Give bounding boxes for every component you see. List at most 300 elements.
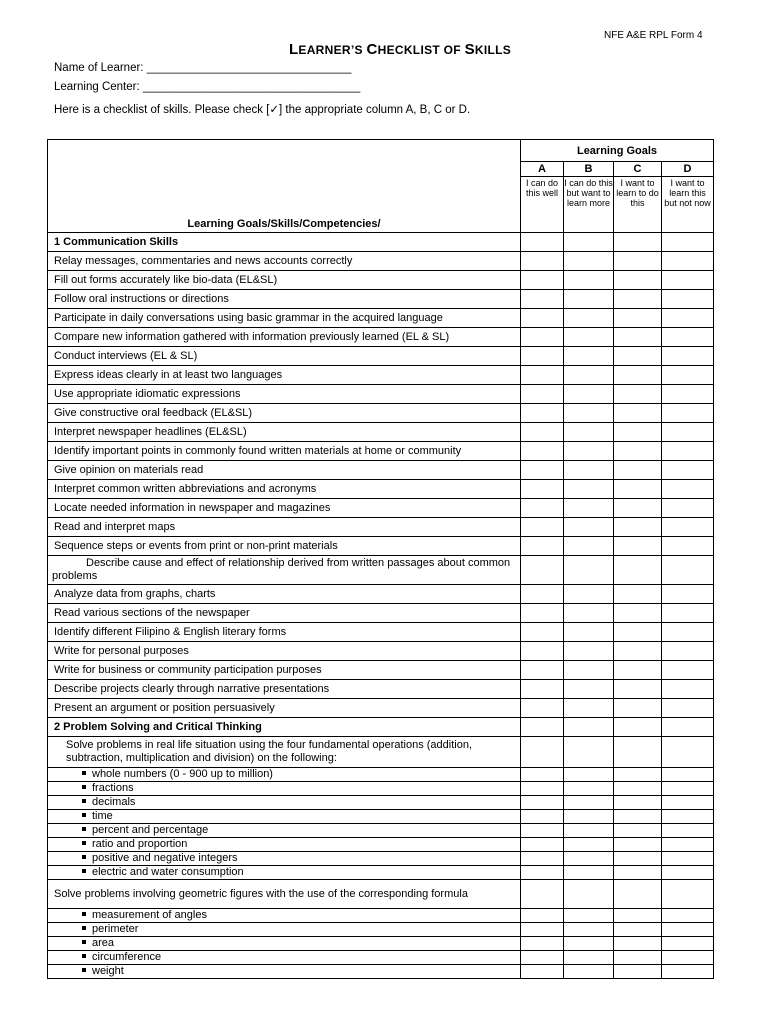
skill-label: whole numbers (0 - 900 up to million) (92, 768, 273, 780)
skill-label: Relay messages, commentaries and news accounts correctly (54, 255, 353, 267)
instruction-after: ] the appropriate column A, B, C or D. (279, 104, 471, 116)
check-cell-a[interactable] (521, 909, 564, 923)
skill-cell (48, 880, 521, 909)
skill-cell (48, 480, 521, 499)
table-row (48, 290, 714, 309)
check-cell-a[interactable] (521, 796, 564, 810)
check-cell-d[interactable] (662, 768, 714, 782)
check-cell-d[interactable] (662, 782, 714, 796)
skill-label: Describe projects clearly through narrative presentations (54, 683, 330, 695)
check-cell-b[interactable] (564, 880, 614, 909)
check-cell-b[interactable] (564, 537, 614, 556)
check-cell-b[interactable] (564, 404, 614, 423)
check-cell-a[interactable] (521, 233, 564, 252)
bullet-icon (82, 855, 86, 859)
skill-cell (48, 290, 521, 309)
skill-label: Participate in daily conversations using basic grammar in the acquired language (54, 312, 443, 324)
learning-center-blank[interactable]: __________________________________ (142, 81, 361, 93)
check-cell-a[interactable] (521, 537, 564, 556)
check-cell-a[interactable] (521, 518, 564, 537)
table-row (48, 951, 714, 965)
table-row (48, 796, 714, 810)
check-cell-b[interactable] (564, 233, 614, 252)
table-row (48, 852, 714, 866)
check-cell-a[interactable] (521, 866, 564, 880)
table-row (48, 271, 714, 290)
title-rest-2: HECKLIST OF (377, 43, 461, 57)
check-cell-d[interactable] (662, 252, 714, 271)
check-cell-c[interactable] (614, 604, 662, 623)
table-body (48, 140, 714, 979)
check-cell-a[interactable] (521, 923, 564, 937)
check-cell-b[interactable] (564, 271, 614, 290)
skill-label: Interpret newspaper headlines (EL&SL) (54, 426, 247, 438)
check-cell-c[interactable] (614, 537, 662, 556)
check-cell-d[interactable] (662, 518, 714, 537)
check-cell-d[interactable] (662, 866, 714, 880)
check-cell-a[interactable] (521, 328, 564, 347)
check-cell-b[interactable] (564, 661, 614, 680)
instruction-before: Here is a checklist of skills. Please check [ (54, 104, 270, 116)
skill-label: Describe cause and effect of relationship derived from written passages about common problems (52, 557, 511, 582)
check-cell-d[interactable] (662, 423, 714, 442)
check-cell-d[interactable] (662, 442, 714, 461)
section-row (48, 718, 714, 737)
check-cell-c[interactable] (614, 404, 662, 423)
check-cell-b[interactable] (564, 718, 614, 737)
check-cell-c[interactable] (614, 796, 662, 810)
skill-cell (48, 518, 521, 537)
check-cell-a[interactable] (521, 271, 564, 290)
check-cell-c[interactable] (614, 347, 662, 366)
skill-label: circumference (92, 951, 162, 963)
bullet-icon (82, 869, 86, 873)
table-row (48, 642, 714, 661)
skill-label: Read and interpret maps (54, 521, 176, 533)
check-cell-c[interactable] (614, 385, 662, 404)
check-cell-c[interactable] (614, 768, 662, 782)
check-cell-d[interactable] (662, 951, 714, 965)
column-d-letter: D (662, 162, 714, 177)
bullet-icon (82, 799, 86, 803)
check-cell-c[interactable] (614, 699, 662, 718)
table-row (48, 604, 714, 623)
skill-cell (48, 642, 521, 661)
check-cell-d[interactable] (662, 796, 714, 810)
check-cell-c[interactable] (614, 585, 662, 604)
table-row (48, 423, 714, 442)
skill-label: ratio and proportion (92, 838, 188, 850)
check-cell-a[interactable] (521, 556, 564, 585)
table-row (48, 937, 714, 951)
check-cell-b[interactable] (564, 852, 614, 866)
skill-cell (48, 366, 521, 385)
check-cell-b[interactable] (564, 937, 614, 951)
check-cell-b[interactable] (564, 810, 614, 824)
check-cell-c[interactable] (614, 461, 662, 480)
check-cell-d[interactable] (662, 233, 714, 252)
check-cell-c[interactable] (614, 480, 662, 499)
skills-column-header: Learning Goals/Skills/Competencies/ (48, 140, 521, 233)
skill-label: Conduct interviews (EL & SL) (54, 350, 198, 362)
skill-cell (48, 385, 521, 404)
check-cell-d[interactable] (662, 290, 714, 309)
table-row (48, 537, 714, 556)
skill-cell (48, 909, 521, 923)
table-row (48, 404, 714, 423)
check-cell-b[interactable] (564, 347, 614, 366)
check-cell-c[interactable] (614, 556, 662, 585)
check-cell-c[interactable] (614, 423, 662, 442)
check-cell-a[interactable] (521, 661, 564, 680)
skill-cell (48, 556, 521, 585)
check-cell-d[interactable] (662, 366, 714, 385)
skill-label: Give constructive oral feedback (EL&SL) (54, 407, 253, 419)
check-cell-c[interactable] (614, 737, 662, 768)
check-cell-b[interactable] (564, 824, 614, 838)
check-cell-a[interactable] (521, 880, 564, 909)
check-cell-a[interactable] (521, 309, 564, 328)
table-row (48, 866, 714, 880)
bullet-icon (82, 813, 86, 817)
check-cell-c[interactable] (614, 909, 662, 923)
check-cell-a[interactable] (521, 347, 564, 366)
check-icon: ✓ (269, 102, 280, 116)
check-cell-d[interactable] (662, 480, 714, 499)
check-cell-a[interactable] (521, 623, 564, 642)
instructions (54, 102, 470, 116)
skill-label: positive and negative integers (92, 852, 238, 864)
skill-label: weight (92, 965, 124, 977)
table-row (48, 824, 714, 838)
check-cell-a[interactable] (521, 385, 564, 404)
check-cell-d[interactable] (662, 623, 714, 642)
learning-center-label: Learning Center: (54, 81, 140, 93)
check-cell-d[interactable] (662, 852, 714, 866)
check-cell-d[interactable] (662, 680, 714, 699)
check-cell-d[interactable] (662, 604, 714, 623)
check-cell-c[interactable] (614, 290, 662, 309)
check-cell-a[interactable] (521, 965, 564, 979)
check-cell-a[interactable] (521, 782, 564, 796)
check-cell-c[interactable] (614, 718, 662, 737)
check-cell-a[interactable] (521, 699, 564, 718)
check-cell-a[interactable] (521, 604, 564, 623)
skill-cell (48, 937, 521, 951)
skill-label: Solve problems in real life situation using the four fundamental operations (addition, subtraction, multiplication and division) on the following: (66, 739, 473, 764)
bullet-icon (82, 827, 86, 831)
check-cell-c[interactable] (614, 951, 662, 965)
table-row (48, 838, 714, 852)
check-cell-d[interactable] (662, 537, 714, 556)
check-cell-d[interactable] (662, 824, 714, 838)
check-cell-a[interactable] (521, 252, 564, 271)
check-cell-c[interactable] (614, 309, 662, 328)
check-cell-a[interactable] (521, 480, 564, 499)
check-cell-c[interactable] (614, 518, 662, 537)
check-cell-a[interactable] (521, 810, 564, 824)
check-cell-a[interactable] (521, 718, 564, 737)
check-cell-b[interactable] (564, 909, 614, 923)
check-cell-c[interactable] (614, 866, 662, 880)
check-cell-d[interactable] (662, 880, 714, 909)
skill-label: Interpret common written abbreviations and acronyms (54, 483, 317, 495)
check-cell-b[interactable] (564, 604, 614, 623)
bullet-icon (82, 954, 86, 958)
check-cell-c[interactable] (614, 965, 662, 979)
check-cell-b[interactable] (564, 499, 614, 518)
form-id: NFE A&E RPL Form 4 (604, 30, 703, 41)
check-cell-c[interactable] (614, 233, 662, 252)
title-cap-3: S (464, 41, 475, 58)
check-cell-a[interactable] (521, 404, 564, 423)
skill-label: Follow oral instructions or directions (54, 293, 229, 305)
check-cell-b[interactable] (564, 680, 614, 699)
check-cell-d[interactable] (662, 923, 714, 937)
title-cap-1: L (288, 41, 299, 58)
bullet-icon (82, 968, 86, 972)
table-row (48, 880, 714, 909)
check-cell-c[interactable] (614, 328, 662, 347)
check-cell-b[interactable] (564, 518, 614, 537)
check-cell-b[interactable] (564, 556, 614, 585)
table-row (48, 737, 714, 768)
check-cell-a[interactable] (521, 737, 564, 768)
check-cell-d[interactable] (662, 718, 714, 737)
table-row (48, 366, 714, 385)
check-cell-a[interactable] (521, 852, 564, 866)
check-cell-c[interactable] (614, 923, 662, 937)
learner-name-label: Name of Learner: (54, 62, 144, 74)
skill-label: Solve problems involving geometric figures with the use of the corresponding formula (54, 887, 468, 900)
check-cell-d[interactable] (662, 838, 714, 852)
check-cell-a[interactable] (521, 680, 564, 699)
skill-cell (48, 309, 521, 328)
skill-label: 1 Communication Skills (54, 236, 179, 248)
table-row (48, 699, 714, 718)
check-cell-b[interactable] (564, 461, 614, 480)
check-cell-c[interactable] (614, 838, 662, 852)
check-cell-b[interactable] (564, 923, 614, 937)
skill-cell (48, 699, 521, 718)
check-cell-b[interactable] (564, 252, 614, 271)
check-cell-d[interactable] (662, 499, 714, 518)
skill-label: Write for business or community participation purposes (54, 664, 322, 676)
check-cell-a[interactable] (521, 937, 564, 951)
check-cell-d[interactable] (662, 461, 714, 480)
check-cell-a[interactable] (521, 585, 564, 604)
skill-label: 2 Problem Solving and Critical Thinking (54, 721, 262, 733)
skill-cell (48, 965, 521, 979)
check-cell-b[interactable] (564, 309, 614, 328)
column-b-letter: B (564, 162, 614, 177)
column-a-description: I can do this well (521, 177, 564, 233)
check-cell-b[interactable] (564, 782, 614, 796)
skill-cell (48, 782, 521, 796)
check-cell-b[interactable] (564, 480, 614, 499)
check-cell-b[interactable] (564, 328, 614, 347)
skill-cell (48, 661, 521, 680)
check-cell-a[interactable] (521, 290, 564, 309)
check-cell-d[interactable] (662, 309, 714, 328)
skill-label: electric and water consumption (92, 866, 244, 878)
skill-label: fractions (92, 782, 134, 794)
table-row (48, 499, 714, 518)
skill-label: decimals (92, 796, 136, 808)
check-cell-d[interactable] (662, 965, 714, 979)
check-cell-a[interactable] (521, 423, 564, 442)
check-cell-c[interactable] (614, 366, 662, 385)
skill-label: Read various sections of the newspaper (54, 607, 250, 619)
check-cell-c[interactable] (614, 852, 662, 866)
skill-cell (48, 838, 521, 852)
check-cell-c[interactable] (614, 782, 662, 796)
table-row (48, 680, 714, 699)
check-cell-c[interactable] (614, 880, 662, 909)
learning-center-field[interactable] (54, 81, 360, 93)
check-cell-a[interactable] (521, 824, 564, 838)
skill-cell (48, 233, 521, 252)
bullet-icon (82, 785, 86, 789)
table-row (48, 347, 714, 366)
check-cell-b[interactable] (564, 965, 614, 979)
check-cell-c[interactable] (614, 824, 662, 838)
skill-cell (48, 604, 521, 623)
skill-cell (48, 423, 521, 442)
skill-label: Locate needed information in newspaper and magazines (54, 502, 331, 514)
learner-name-field[interactable] (54, 62, 351, 74)
check-cell-a[interactable] (521, 499, 564, 518)
skill-cell (48, 866, 521, 880)
table-row (48, 328, 714, 347)
check-cell-b[interactable] (564, 642, 614, 661)
check-cell-a[interactable] (521, 642, 564, 661)
skill-cell (48, 252, 521, 271)
check-cell-b[interactable] (564, 768, 614, 782)
check-cell-b[interactable] (564, 737, 614, 768)
bullet-icon (82, 940, 86, 944)
skill-cell (48, 347, 521, 366)
table-row (48, 309, 714, 328)
skill-label: area (92, 937, 115, 949)
check-cell-a[interactable] (521, 951, 564, 965)
table-row (48, 661, 714, 680)
check-cell-c[interactable] (614, 810, 662, 824)
skill-cell (48, 537, 521, 556)
skill-cell (48, 718, 521, 737)
check-cell-d[interactable] (662, 556, 714, 585)
check-cell-d[interactable] (662, 271, 714, 290)
table-row (48, 810, 714, 824)
check-cell-b[interactable] (564, 866, 614, 880)
skill-cell (48, 951, 521, 965)
bullet-icon (82, 926, 86, 930)
check-cell-b[interactable] (564, 290, 614, 309)
skill-label: Write for personal purposes (54, 645, 189, 657)
check-cell-b[interactable] (564, 585, 614, 604)
skill-label: Compare new information gathered with information previously learned (EL & SL) (54, 331, 450, 343)
table-row (48, 480, 714, 499)
bullet-icon (82, 841, 86, 845)
skill-label: perimeter (92, 923, 139, 935)
learning-goals-header: Learning Goals (521, 140, 714, 162)
check-cell-d[interactable] (662, 737, 714, 768)
check-cell-c[interactable] (614, 680, 662, 699)
check-cell-c[interactable] (614, 661, 662, 680)
check-cell-c[interactable] (614, 442, 662, 461)
check-cell-d[interactable] (662, 347, 714, 366)
skill-cell (48, 499, 521, 518)
check-cell-d[interactable] (662, 328, 714, 347)
table-row (48, 442, 714, 461)
learner-name-blank[interactable]: ________________________________ (146, 62, 352, 74)
check-cell-b[interactable] (564, 366, 614, 385)
check-cell-c[interactable] (614, 499, 662, 518)
skill-label: Fill out forms accurately like bio-data (EL&SL) (54, 274, 278, 286)
check-cell-d[interactable] (662, 404, 714, 423)
check-cell-a[interactable] (521, 838, 564, 852)
check-cell-c[interactable] (614, 252, 662, 271)
skill-label: Analyze data from graphs, charts (54, 588, 216, 600)
check-cell-d[interactable] (662, 909, 714, 923)
check-cell-d[interactable] (662, 661, 714, 680)
check-cell-c[interactable] (614, 937, 662, 951)
section-row (48, 233, 714, 252)
check-cell-b[interactable] (564, 623, 614, 642)
check-cell-b[interactable] (564, 385, 614, 404)
table-row (48, 782, 714, 796)
skill-cell (48, 824, 521, 838)
table-row (48, 252, 714, 271)
check-cell-d[interactable] (662, 937, 714, 951)
check-cell-a[interactable] (521, 768, 564, 782)
check-cell-c[interactable] (614, 642, 662, 661)
check-cell-d[interactable] (662, 385, 714, 404)
skill-cell (48, 680, 521, 699)
check-cell-d[interactable] (662, 585, 714, 604)
title-rest-1: EARNER’S (298, 43, 363, 57)
skill-cell (48, 737, 521, 768)
check-cell-b[interactable] (564, 951, 614, 965)
check-cell-d[interactable] (662, 642, 714, 661)
table-row (48, 768, 714, 782)
check-cell-a[interactable] (521, 461, 564, 480)
column-c-description: I want to learn to do this (614, 177, 662, 233)
skill-label: Express ideas clearly in at least two languages (54, 369, 283, 381)
check-cell-b[interactable] (564, 838, 614, 852)
page-title (0, 41, 768, 58)
check-cell-a[interactable] (521, 366, 564, 385)
skill-cell (48, 768, 521, 782)
check-cell-b[interactable] (564, 442, 614, 461)
check-cell-d[interactable] (662, 810, 714, 824)
skill-cell (48, 923, 521, 937)
check-cell-b[interactable] (564, 796, 614, 810)
check-cell-c[interactable] (614, 271, 662, 290)
title-rest-3: KILLS (474, 43, 512, 57)
check-cell-d[interactable] (662, 699, 714, 718)
skill-label: Identify different Filipino & English literary forms (54, 626, 287, 638)
skills-checklist-table (47, 139, 714, 979)
check-cell-b[interactable] (564, 423, 614, 442)
table-row (48, 461, 714, 480)
check-cell-b[interactable] (564, 699, 614, 718)
column-a-letter: A (521, 162, 564, 177)
check-cell-c[interactable] (614, 623, 662, 642)
skill-label: Identify important points in commonly found written materials at home or community (54, 445, 462, 457)
check-cell-a[interactable] (521, 442, 564, 461)
table-row (48, 518, 714, 537)
